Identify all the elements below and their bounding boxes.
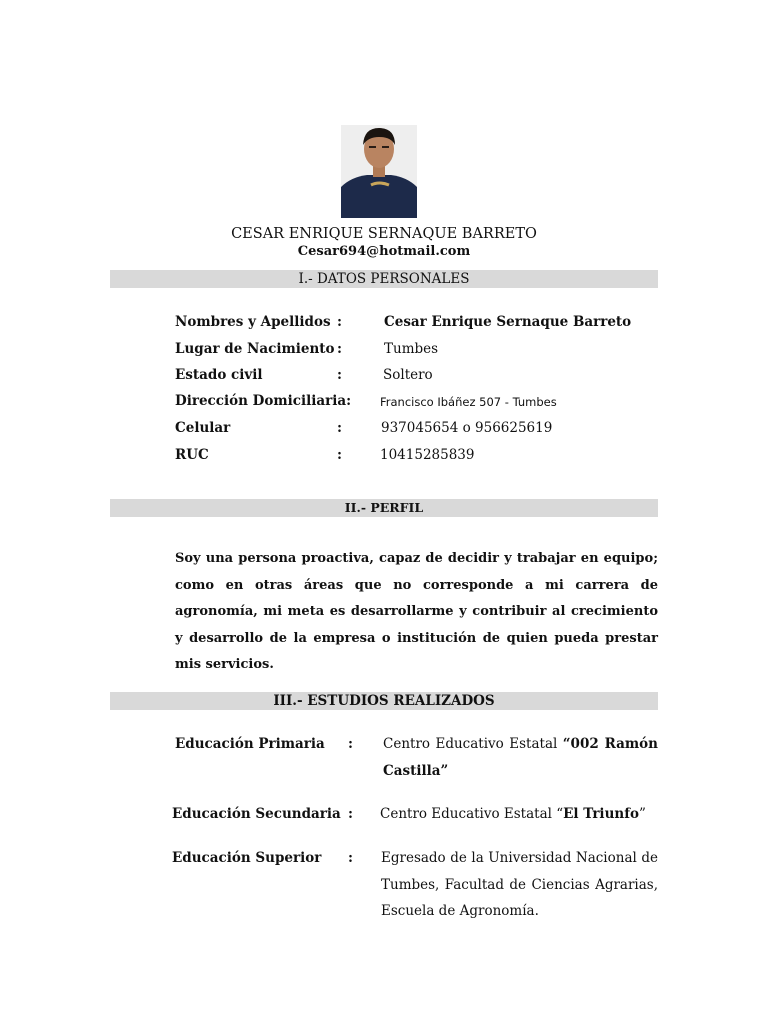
profile-photo xyxy=(341,125,417,218)
study-suffix: ” xyxy=(639,806,646,822)
field-value: Soltero xyxy=(383,367,433,383)
candidate-name: CESAR ENRIQUE SERNAQUE BARRETO xyxy=(231,226,537,242)
field-value: Francisco Ibáñez 507 - Tumbes xyxy=(380,395,557,409)
study-institution: Centro Educativo Estatal xyxy=(383,736,563,752)
study-label-higher: Educación Superior xyxy=(172,850,322,866)
study-label-secondary: Educación Secundaria xyxy=(172,806,341,822)
colon: : xyxy=(337,367,342,383)
section-title-studies: III.- ESTUDIOS REALIZADOS xyxy=(110,692,658,710)
field-label: Nombres y Apellidos xyxy=(175,314,331,330)
study-value-primary xyxy=(383,731,658,784)
profile-paragraph: Soy una persona proactiva, capaz de decidir y trabajar en equipo; como en otras áreas que no corresponde a mi carrera de agronomía, mi meta es desarrollarme y contribuir al crecimiento y desarrollo de la empresa o institución de quien pueda prestar mis servicios. xyxy=(175,551,658,672)
colon: : xyxy=(337,314,342,330)
study-institution: Centro Educativo Estatal “ xyxy=(380,806,564,822)
field-value: 937045654 o 956625619 xyxy=(381,420,553,436)
study-institution-name: “002 Ramón Castilla” xyxy=(383,736,658,779)
colon: : xyxy=(337,420,342,436)
field-value: Tumbes xyxy=(384,341,439,357)
study-label-primary: Educación Primaria xyxy=(175,736,325,752)
colon: : xyxy=(348,850,353,866)
study-value-higher xyxy=(381,845,658,925)
field-label: Celular xyxy=(175,420,231,436)
portrait-image xyxy=(341,125,417,218)
candidate-email: Cesar694@hotmail.com xyxy=(297,244,471,259)
study-institution-name: El Triunfo xyxy=(563,806,640,822)
field-value: 10415285839 xyxy=(380,447,475,463)
study-value-secondary xyxy=(380,801,660,828)
study-institution: Egresado de la Universidad Nacional de Tumbes, Facultad de Ciencias Agrarias, Escuela de Agronomía. xyxy=(381,850,658,919)
colon: : xyxy=(337,341,342,357)
field-label: Lugar de Nacimiento xyxy=(175,341,335,357)
field-label: RUC xyxy=(175,447,209,463)
colon: : xyxy=(348,736,353,752)
colon: : xyxy=(348,806,353,822)
field-label: Dirección Domiciliaria: xyxy=(175,393,352,409)
field-label: Estado civil xyxy=(175,367,263,383)
section-title-profile: II.- PERFIL xyxy=(110,499,658,517)
colon: : xyxy=(337,447,342,463)
section-title-personal: I.- DATOS PERSONALES xyxy=(110,270,658,288)
field-value: Cesar Enrique Sernaque Barreto xyxy=(384,314,632,330)
